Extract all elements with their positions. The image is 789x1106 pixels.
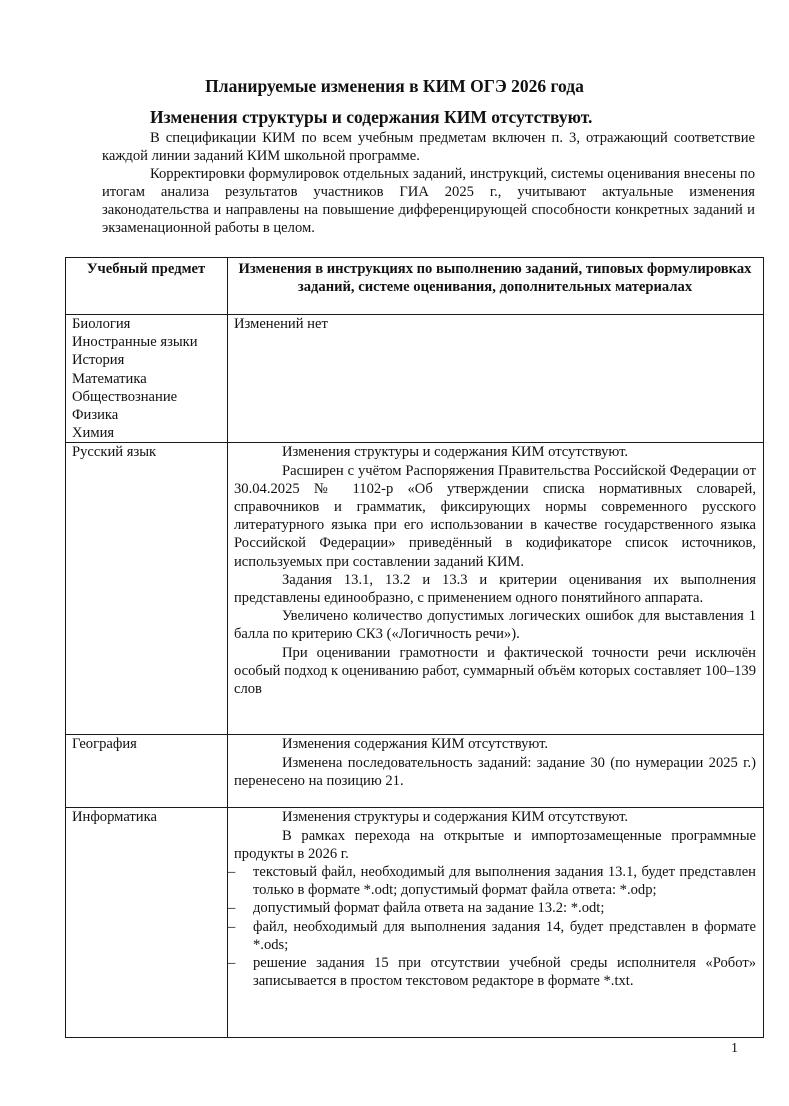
informatics-list bbox=[228, 863, 756, 990]
subject-physics: Физика bbox=[72, 407, 119, 424]
dash-bullet-icon: – bbox=[228, 955, 236, 972]
dash-bullet-icon: – bbox=[228, 864, 236, 881]
header-changes: Изменения в инструкциях по выполнению заданий, типовых формулировках заданий, системе оценивания, дополнительных материалах bbox=[228, 258, 764, 315]
intro-paragraph-2 bbox=[102, 165, 755, 237]
list-item bbox=[228, 918, 756, 954]
list-item-text: файл, необходимый для выполнения задания 14, будет представлен в формате *.ods; bbox=[253, 918, 756, 953]
subject-list-cell bbox=[66, 315, 228, 443]
list-item bbox=[228, 899, 756, 917]
russian-paragraph: Увеличено количество допустимых логических ошибок для выставления 1 балла по критерию СК3 («Логичность речи»). bbox=[234, 608, 756, 643]
informatics-changes-cell bbox=[228, 808, 764, 1038]
subject-social-studies: Обществознание bbox=[72, 388, 178, 405]
subject-chemistry: Химия bbox=[72, 425, 115, 442]
list-item-text: допустимый формат файла ответа на задание 13.2: *.odt; bbox=[253, 900, 605, 917]
intro-paragraph-1 bbox=[102, 129, 755, 165]
changes-table bbox=[65, 257, 764, 1038]
dash-bullet-icon: – bbox=[228, 900, 236, 917]
geography-paragraph: Изменена последовательность заданий: задание 30 (по нумерации 2025 г.) перенесено на позицию 21. bbox=[234, 754, 756, 789]
header-subject: Учебный предмет bbox=[66, 258, 228, 315]
list-item-text: решение задания 15 при отсутствии учебной среды исполнителя «Робот» записывается в простом текстовом редакторе в формате *.txt. bbox=[253, 955, 756, 990]
table-row bbox=[66, 443, 764, 735]
subject-biology: Биология bbox=[72, 316, 131, 332]
no-changes-text: Изменений нет bbox=[234, 316, 328, 332]
table-row bbox=[66, 808, 764, 1038]
table-row bbox=[66, 735, 764, 808]
subject-mathematics: Математика bbox=[72, 370, 147, 387]
informatics-paragraph: В рамках перехода на открытые и импортозамещенные программные продукты в 2026 г. bbox=[234, 827, 756, 862]
list-item-text: текстовый файл, необходимый для выполнения задания 13.1, будет представлен только в формате *.odt; допустимый формат файла ответа: *.odp; bbox=[253, 864, 756, 899]
geography-changes-cell bbox=[228, 735, 764, 808]
subject-russian: Русский язык bbox=[66, 443, 228, 735]
russian-paragraph: Задания 13.1, 13.2 и 13.3 и критерии оценивания их выполнения представлены единообразно, с применением одного понятийного аппарата. bbox=[234, 571, 756, 607]
subject-geography: География bbox=[66, 735, 228, 808]
document-title: Планируемые изменения в КИМ ОГЭ 2026 года bbox=[205, 76, 584, 96]
dash-bullet-icon: – bbox=[228, 918, 236, 935]
list-item bbox=[228, 863, 756, 899]
subject-history: История bbox=[72, 352, 125, 369]
intro-text-1: В спецификации КИМ по всем учебным предметам включен п. 3, отражающий соответствие каждой линии заданий КИМ школьной программе. bbox=[102, 130, 755, 164]
page-number: 1 bbox=[731, 1041, 738, 1056]
russian-paragraph: При оценивании грамотности и фактической точности речи исключён особый подход к оцениванию работ, суммарный объём которых составляет 100–139 слов bbox=[234, 644, 756, 698]
intro-text-2: Корректировки формулировок отдельных заданий, инструкций, системы оценивания внесены по итогам анализа результатов участников ГИА 2025 г., учитывают актуальные изменения законодательства и направлены на повышение дифференцирующей способности конкретных заданий и экзаменационной работы в целом. bbox=[102, 166, 755, 236]
table-row bbox=[66, 315, 764, 443]
no-changes-cell bbox=[228, 315, 764, 443]
informatics-paragraph: Изменения структуры и содержания КИМ отсутствуют. bbox=[282, 809, 629, 826]
geography-paragraph: Изменения содержания КИМ отсутствуют. bbox=[282, 736, 549, 753]
list-item bbox=[228, 954, 756, 990]
russian-changes-cell bbox=[228, 443, 764, 735]
table-header-row bbox=[66, 258, 764, 315]
russian-paragraph: Изменения структуры и содержания КИМ отсутствуют. bbox=[282, 444, 629, 461]
russian-paragraph: Расширен с учётом Распоряжения Правительства Российской Федерации от 30.04.2025 № 1102-р «Об утверждении списка нормативных словарей, справочников и грамматик, фиксирующих нормы современного русского литературного языка при его использовании в качестве государственного языка Российской Федерации» приведённый в кодификаторе список источников, используемых при составлении заданий КИМ. bbox=[234, 462, 756, 570]
document-subtitle: Изменения структуры и содержания КИМ отсутствуют. bbox=[150, 107, 593, 127]
subject-informatics: Информатика bbox=[66, 808, 228, 1038]
subject-foreign-languages: Иностранные языки bbox=[72, 334, 198, 351]
